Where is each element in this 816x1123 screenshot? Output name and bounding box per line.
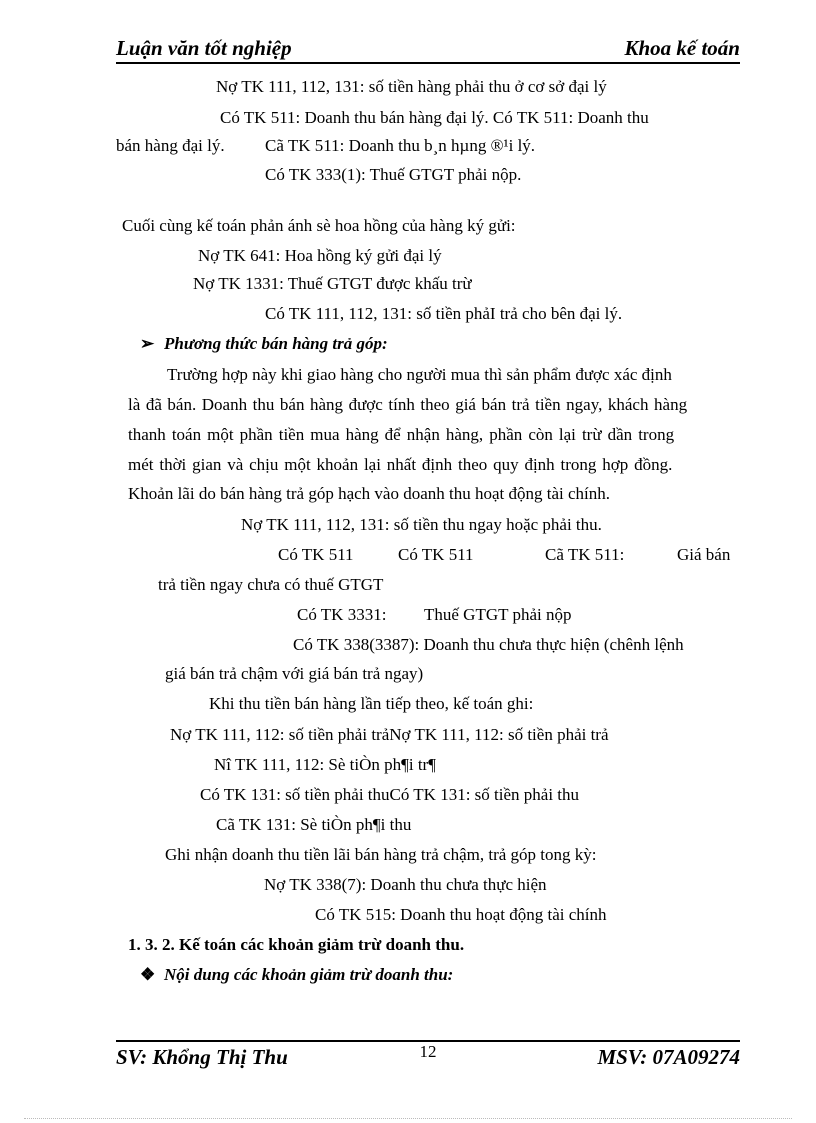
entry-debit-3387: Nợ TK 338(7): Doanh thu chưa thực hiện xyxy=(264,875,547,894)
paragraph-installment-line4: mét thời gian và chịu một khoản lại nhất định theo quy định trong hợp đồng. xyxy=(128,455,673,474)
paragraph-installment-line2: là đã bán. Doanh thu bán hàng được tính theo giá bán trả tiền ngay, khách hàng xyxy=(128,395,688,414)
entry-credit-511-desc: trả tiền ngay chưa có thuế GTGT xyxy=(158,575,384,594)
entry-credit-revenue-line1 xyxy=(220,108,738,128)
paragraph-installment-line3: thanh toán một phần tiền mua hàng để nhận hàng, phần còn lại trừ dần trong xyxy=(128,425,675,444)
page-bottom-divider xyxy=(24,1118,792,1119)
entry-debit-vat-deductible: Nợ TK 1331: Thuế GTGT được khấu trừ xyxy=(193,274,472,293)
entry-debit-commission: Nợ TK 641: Hoa hồng ký gửi đại lý xyxy=(198,246,442,265)
entry-credit-511-c: Cã TK 511: xyxy=(545,545,625,564)
subheading-deduction-contents xyxy=(140,965,453,985)
entry-debit-cash-duplicate: Nợ TK 111, 112: số tiền phải trảNợ TK 111, 112: số tiền phải trả xyxy=(170,725,609,744)
entry-debit-receivable: Nợ TK 111, 112, 131: số tiền hàng phải thu ở cơ sở đại lý xyxy=(216,77,607,96)
paragraph-text: Trường hợp này khi giao hàng cho người mua thì sản phẩm được xác định xyxy=(167,365,672,384)
entry-credit-3387-line1: Có TK 338(3387): Doanh thu chưa thực hiện (chênh lệnh xyxy=(293,635,684,654)
entry-credit-131-duplicate: Có TK 131: số tiền phải thuCó TK 131: số tiền phải thu xyxy=(200,785,580,804)
page-footer xyxy=(116,1040,740,1082)
subheading-deduction-text: Nội dung các khoản giảm trừ doanh thu: xyxy=(164,965,454,984)
heading-installment-sales xyxy=(140,334,388,354)
paragraph-interest-revenue: Ghi nhận doanh thu tiền lãi bán hàng trả chậm, trả góp tong kỳ: xyxy=(165,845,597,864)
entry-credit-vat: Có TK 333(1): Thuế GTGT phải nộp. xyxy=(265,165,522,184)
entry-debit-cash-receivable: Nợ TK 111, 112, 131: số tiền thu ngay hoặc phải thu. xyxy=(241,515,602,534)
paragraph-commission: Cuối cùng kế toán phản ánh sè hoa hồng của hàng ký gửi: xyxy=(122,216,516,235)
page-number: 12 xyxy=(419,1042,437,1061)
footer-student-id: MSV: 07A09274 xyxy=(597,1045,740,1069)
page-header xyxy=(116,36,740,64)
paragraph-next-collection: Khi thu tiền bán hàng lần tiếp theo, kế toán ghi: xyxy=(209,694,534,713)
entry-credit-511-a: Có TK 511 xyxy=(278,545,354,564)
diamond-bullet-icon: ❖ xyxy=(140,965,156,984)
entry-credit-511-b: Có TK 511 xyxy=(398,545,474,564)
entry-debit-cash-garbled: Nî TK 111, 112: Sè tiÒn ph¶i tr¶ xyxy=(214,755,436,774)
entry-credit-3387-line2: giá bán trả chậm với giá bán trả ngay) xyxy=(165,664,424,683)
paragraph-installment-line5: Khoản lãi do bán hàng trả góp hạch vào doanh thu hoạt động tài chính. xyxy=(128,484,611,503)
entry-credit-revenue-line2: bán hàng đại lý. xyxy=(116,136,225,155)
entry-credit-payable: Có TK 111, 112, 131: số tiền phảI trả cho bên đại lý. xyxy=(265,304,623,323)
arrow-bullet-icon: ➢ xyxy=(140,334,155,353)
section-heading-revenue-deductions: 1. 3. 2. Kế toán các khoản giảm trừ doanh thu. xyxy=(128,935,465,954)
entry-credit-revenue-text: Có TK 511: Doanh thu bán hàng đại lý. Có TK 511: Doanh thu xyxy=(220,108,649,127)
paragraph-installment-line1 xyxy=(167,365,738,385)
footer-student-name: SV: Khổng Thị Thu xyxy=(116,1045,288,1069)
entry-credit-3331-account: Có TK 3331: xyxy=(297,605,387,624)
header-faculty: Khoa kế toán xyxy=(624,36,740,60)
entry-credit-515: Có TK 515: Doanh thu hoạt động tài chính xyxy=(315,905,607,924)
heading-installment-text: Phương thức bán hàng trả góp: xyxy=(164,334,388,353)
entry-credit-revenue-garbled: Cã TK 511: Doanh thu b¸n hµng ®¹i lý. xyxy=(265,136,536,155)
entry-credit-131-garbled: Cã TK 131: Sè tiÒn ph¶i thu xyxy=(216,815,412,834)
entry-credit-3331-desc: Thuế GTGT phải nộp xyxy=(424,605,572,624)
header-thesis-title: Luận văn tốt nghiệp xyxy=(116,36,292,60)
entry-credit-511-price: Giá bán xyxy=(677,545,731,564)
